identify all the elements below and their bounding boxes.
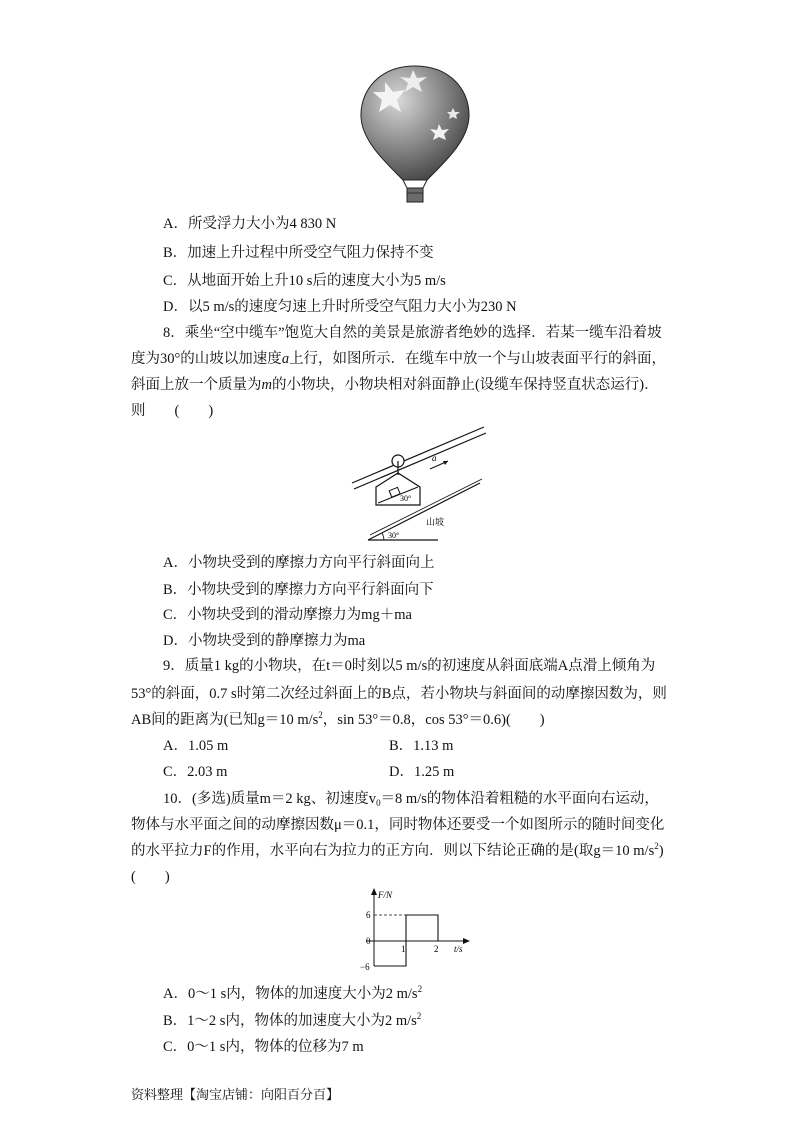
q7-option-a: A．所受浮力大小为4 830 N: [163, 216, 337, 232]
q9-option-c: C．2.03 m: [163, 764, 228, 780]
q7-option-b: B．加速上升过程中所受空气阻力保持不变: [163, 245, 434, 261]
y-axis-label: F/N: [378, 890, 393, 900]
q9-stem-line2: 53°的斜面，0.7 s时第二次经过斜面上的B点，若小物块与斜面间的动摩擦因数为，则: [131, 686, 667, 702]
q8-option-c: C．小物块受到的滑动摩擦力为mg＋ma: [163, 607, 412, 623]
origin-label: 0: [366, 936, 371, 946]
tick-x-1: 1: [401, 944, 406, 954]
q9-option-d: D．1.25 m: [389, 764, 455, 780]
q8-option-b: B．小物块受到的摩擦力方向平行斜面向下: [163, 582, 434, 598]
q10-option-a: A．0～1 s内，物体的加速度大小为2 $m/s^2$: [163, 984, 423, 1002]
tick-y-neg: −6: [360, 962, 370, 972]
x-axis-label: t/s: [454, 944, 463, 954]
q9-stem-line3: AB间的距离为(已知g＝10 $m/s^2$，sin 53°＝0.8，cos 53°＝0.6)( ): [131, 710, 545, 728]
slope-label: 山坡: [426, 517, 445, 527]
q8-stem-line3: 斜面上放一个质量为m的小物块，小物块相对斜面静止(设缆车保持竖直状态运行)．: [131, 377, 659, 393]
q10-stem-line4: ( ): [131, 869, 170, 885]
q9-option-b: B．1.13 m: [389, 738, 454, 754]
q9-stem-line1: 9．质量1 kg的小物块，在t＝0时刻以5 m/s的初速度从斜面底端A点滑上倾角为: [163, 658, 656, 674]
q10-option-b: B．1～2 s内，物体的加速度大小为2 $m/s^2$: [163, 1011, 422, 1029]
q9-option-a: A．1.05 m: [163, 738, 229, 754]
q8-stem-line1: 8．乘坐“空中缆车”饱览大自然的美景是旅游者绝妙的选择．若某一缆车沿着坡: [163, 325, 662, 341]
q7-option-c: C．从地面开始上升10 s后的速度大小为5 m/s: [163, 273, 446, 289]
cable-line-2: [354, 433, 486, 489]
q8-option-a: A．小物块受到的摩擦力方向平行斜面向上: [163, 555, 435, 571]
cable-line: [352, 427, 484, 483]
force-time-graph: [346, 884, 476, 972]
q10-option-c: C．0～1 s内，物体的位移为7 m: [163, 1039, 364, 1055]
page-footer: 资料整理【淘宝店铺：向阳百分百】: [131, 1088, 340, 1103]
q10-stem-line2: 物体与水平面之间的动摩擦因数μ＝0.1，同时物体还要受一个如图所示的随时间变化: [131, 817, 665, 833]
q10-stem-line3: 的水平拉力F的作用，水平向右为拉力的正方向．则以下结论正确的是(取g＝10 $m/s^2$): [131, 841, 664, 859]
angle-label-ground: 30°: [388, 531, 400, 540]
q7-option-d: D．以5 m/s的速度匀速上升时所受空气阻力大小为230 N: [163, 299, 517, 315]
tick-y-pos: 6: [366, 910, 371, 920]
q8-stem-line2: 度为30°的山坡以加速度a上行，如图所示．在缆车中放一个与山坡表面平行的斜面，: [131, 351, 667, 367]
small-block: [389, 487, 400, 497]
hill-slope: [368, 483, 480, 540]
q8-option-d: D．小物块受到的静摩擦力为ma: [163, 633, 366, 649]
tick-x-2: 2: [434, 944, 439, 954]
angle-label-inner: 30°: [400, 494, 412, 503]
hot-air-balloon-image: [355, 62, 475, 208]
q10-stem-line1: 10．(多选)质量m＝2 kg、初速度$v_0=8$ m/s的物体沿着粗糙的水平面向右运动，: [163, 791, 659, 808]
acceleration-label: a: [432, 453, 437, 463]
q8-stem-line4: 则 ( ): [131, 403, 214, 419]
cable-car-figure: [348, 425, 488, 543]
